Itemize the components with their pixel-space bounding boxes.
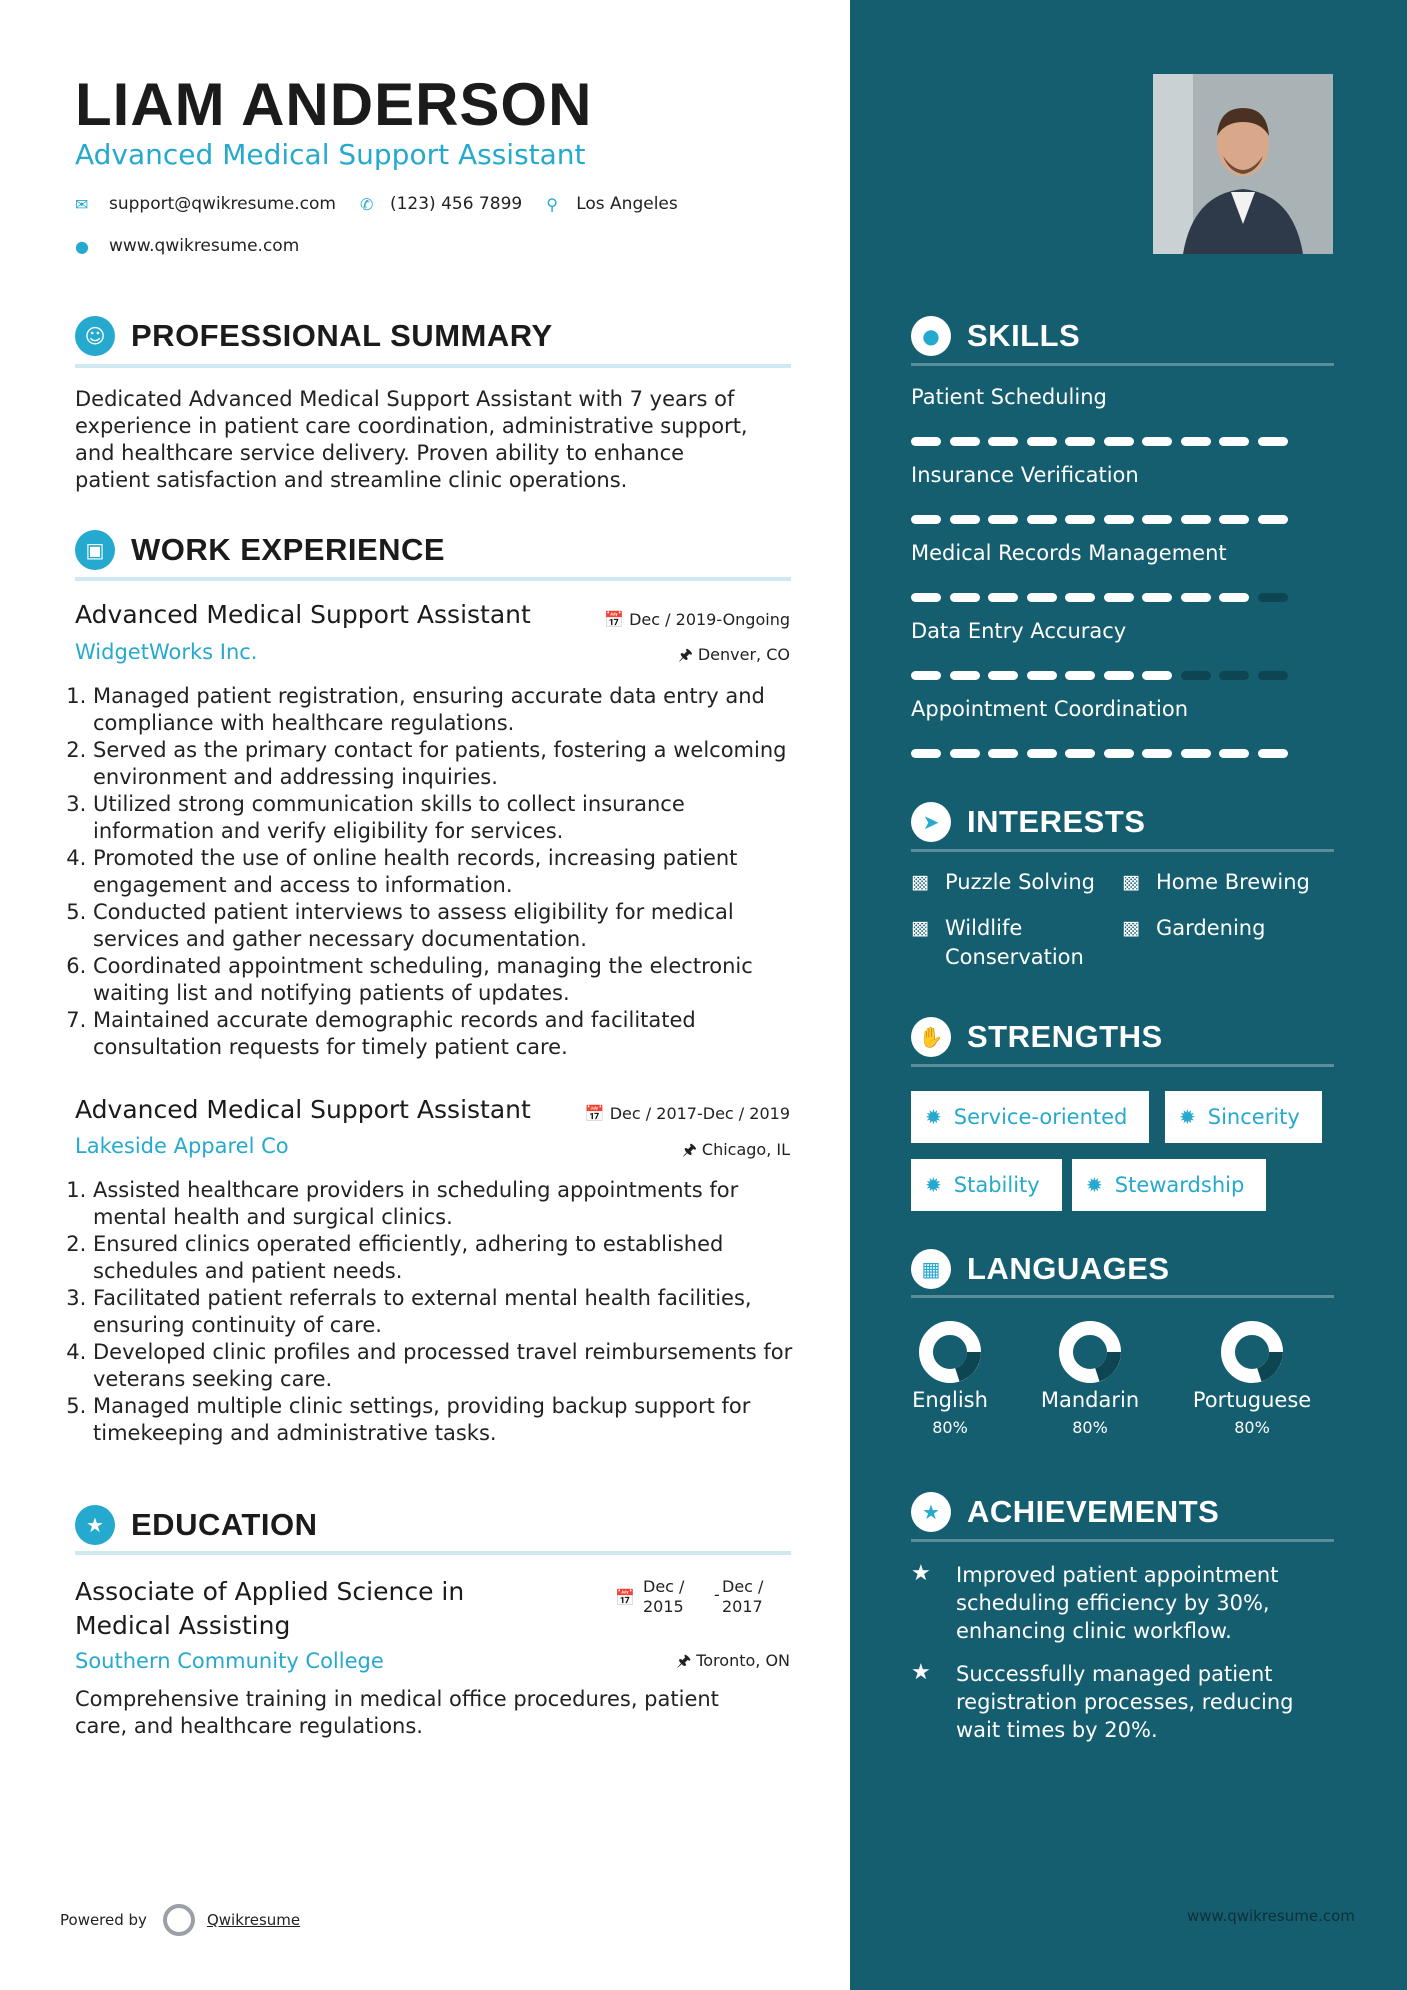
summary-divider — [75, 364, 791, 368]
skills-divider — [911, 363, 1334, 366]
list-item: 1. Assisted healthcare providers in scheduling appointments for mental health and surgical clinics. — [93, 1177, 800, 1231]
strength-label: Stewardship — [1114, 1173, 1245, 1197]
profile-photo — [1153, 74, 1333, 254]
list-item: 2. Ensured clinics operated efficiently, adhering to established schedules and patient needs. — [93, 1231, 800, 1285]
skill-dash — [1027, 437, 1057, 446]
experience-heading — [75, 530, 445, 570]
map-pin-icon: ⚲ — [546, 194, 558, 214]
strength-badge — [911, 1091, 1149, 1143]
interest-label: Home Brewing — [1156, 870, 1310, 894]
strength-label: Sincerity — [1207, 1105, 1300, 1129]
summary-heading — [75, 316, 553, 356]
book-icon: ▩ — [911, 917, 929, 939]
user-icon: ☺ — [75, 316, 115, 356]
list-item: 3. Facilitated patient referrals to external mental health facilities, ensuring continuity of care. — [93, 1285, 800, 1339]
achievement-item — [911, 1660, 1331, 1744]
skill-dash — [988, 671, 1018, 680]
shooting-star-icon: ★ — [911, 1561, 931, 1586]
education-start-month: Dec / — [643, 1577, 685, 1596]
achievement-line: wait times by 20%. — [956, 1718, 1158, 1742]
education-location-text: Toronto, ON — [696, 1651, 790, 1670]
powered-by-label: Powered by — [60, 1911, 147, 1929]
phone-icon: ✆ — [359, 194, 374, 214]
education-end-year: 2017 — [722, 1597, 763, 1616]
job-title: Advanced Medical Support Assistant — [75, 1095, 531, 1124]
skill-name: Data Entry Accuracy — [911, 619, 1127, 643]
star-badge-icon: ★ — [911, 1492, 951, 1532]
achievement-text — [956, 1561, 1331, 1645]
contact-row — [75, 194, 702, 214]
job-dates — [604, 610, 790, 629]
shooting-star-icon: ★ — [911, 1660, 931, 1685]
interest-label — [945, 914, 1084, 972]
skill-dash — [950, 749, 980, 758]
skill-name: Patient Scheduling — [911, 385, 1107, 409]
briefcase-icon: ▣ — [75, 530, 115, 570]
skill-dash — [950, 437, 980, 446]
skill-dash — [1027, 749, 1057, 758]
skill-dash — [1142, 515, 1172, 524]
skill-dash — [1027, 515, 1057, 524]
badge-star-icon: ✹ — [1179, 1105, 1196, 1129]
job-title: Advanced Medical Support Assistant — [75, 600, 531, 629]
summary-line: and healthcare service delivery. Proven ability to enhance — [75, 441, 685, 465]
achievement-line: Improved patient appointment — [956, 1563, 1279, 1587]
skill-dash — [1065, 593, 1095, 602]
education-heading — [75, 1505, 317, 1545]
achievements-heading — [911, 1492, 1219, 1532]
interest-label: Puzzle Solving — [945, 870, 1095, 894]
qwikresume-logo-icon — [163, 1904, 195, 1936]
interest-item — [911, 868, 1095, 897]
languages-heading — [911, 1249, 1170, 1289]
language-item — [1040, 1320, 1140, 1437]
skill-dash — [1258, 749, 1288, 758]
skill-dash — [1258, 593, 1288, 602]
achievement-text — [956, 1660, 1331, 1744]
list-item: 4. Developed clinic profiles and processed travel reimbursements for veterans seeking care. — [93, 1339, 800, 1393]
contact-website[interactable]: www.qwikresume.com — [109, 236, 300, 256]
date-separator: - — [714, 1585, 720, 1604]
language-percent: 80% — [1234, 1418, 1270, 1437]
list-item: 1. Managed patient registration, ensuring accurate data entry and compliance with healthcare regulations. — [93, 683, 800, 737]
summary-title: PROFESSIONAL SUMMARY — [131, 318, 553, 353]
candidate-name: LIAM ANDERSON — [75, 71, 593, 138]
interests-title: INTERESTS — [967, 804, 1146, 839]
strength-badge — [911, 1159, 1062, 1211]
hand-icon: ✋ — [911, 1017, 951, 1057]
job-location-text: Chicago, IL — [701, 1140, 790, 1159]
interests-divider — [911, 849, 1334, 852]
degree-line: Associate of Applied Science in — [75, 1577, 465, 1606]
calendar-icon: 📅 — [584, 1104, 610, 1123]
interest-item — [1122, 914, 1265, 943]
language-level-ring — [1220, 1320, 1284, 1384]
skill-dash — [911, 671, 941, 680]
languages-divider — [911, 1295, 1334, 1298]
skill-name: Medical Records Management — [911, 541, 1227, 565]
education-start-year: 2015 — [643, 1597, 684, 1616]
language-name: Mandarin — [1040, 1388, 1140, 1412]
summary-line: Dedicated Advanced Medical Support Assistant with 7 years of — [75, 387, 735, 411]
list-item: 6. Coordinated appointment scheduling, managing the electronic waiting list and notifying patients of updates. — [93, 953, 800, 1007]
skill-dash — [988, 515, 1018, 524]
experience-title: WORK EXPERIENCE — [131, 532, 446, 567]
footer-powered — [60, 1904, 300, 1936]
achievement-line: scheduling efficiency by 30%, — [956, 1591, 1270, 1615]
education-start — [643, 1577, 684, 1617]
education-desc-line: Comprehensive training in medical office procedures, patient — [75, 1687, 719, 1711]
interest-label-line: Wildlife — [945, 916, 1023, 940]
contact-phone[interactable]: (123) 456 7899 — [389, 194, 523, 214]
skill-dash — [1065, 671, 1095, 680]
skill-name: Appointment Coordination — [911, 697, 1189, 721]
interest-label: Gardening — [1156, 916, 1266, 940]
education-location — [676, 1650, 790, 1677]
degree-title — [75, 1575, 464, 1643]
list-item: 3. Utilized strong communication skills to collect insurance information and verify eligibility for services. — [93, 791, 800, 845]
skill-dash — [988, 593, 1018, 602]
strengths-divider — [911, 1064, 1334, 1067]
badge-star-icon: ✹ — [1086, 1173, 1103, 1197]
languages-title: LANGUAGES — [967, 1251, 1170, 1286]
job-location — [682, 1139, 790, 1166]
skill-dash — [1142, 593, 1172, 602]
degree-line: Medical Assisting — [75, 1611, 291, 1640]
skill-dash — [1181, 593, 1211, 602]
strengths-title: STRENGTHS — [967, 1019, 1163, 1054]
strength-label: Stability — [953, 1173, 1040, 1197]
skill-dash — [1027, 671, 1057, 680]
language-percent: 80% — [932, 1418, 968, 1437]
pin-icon: 🖈 — [676, 1651, 697, 1670]
skill-dash — [1142, 671, 1172, 680]
list-item: 5. Managed multiple clinic settings, providing backup support for timekeeping and administrative tasks. — [93, 1393, 800, 1447]
skill-dash — [1258, 671, 1288, 680]
skill-dash — [1219, 515, 1249, 524]
candidate-title: Advanced Medical Support Assistant — [75, 138, 586, 171]
graduation-icon: ★ — [75, 1505, 115, 1545]
achievement-line: Successfully managed patient — [956, 1662, 1273, 1686]
footer-site[interactable]: www.qwikresume.com — [1187, 1907, 1355, 1925]
achievements-title: ACHIEVEMENTS — [967, 1494, 1220, 1529]
skill-dash — [1219, 749, 1249, 758]
interest-item — [911, 914, 1084, 972]
skill-dash — [1258, 515, 1288, 524]
skill-dash — [1104, 515, 1134, 524]
job-duties — [75, 683, 800, 1061]
skill-dash — [1104, 593, 1134, 602]
job-location-text: Denver, CO — [697, 645, 790, 664]
language-item — [900, 1320, 1000, 1437]
book-icon: ▩ — [1122, 871, 1140, 893]
skill-dash — [950, 671, 980, 680]
skill-dash — [1219, 593, 1249, 602]
job-duties — [75, 1177, 800, 1447]
skill-dash — [1104, 437, 1134, 446]
skill-dash — [1181, 515, 1211, 524]
skill-dash — [1181, 671, 1211, 680]
skill-dash — [911, 749, 941, 758]
job-dates — [585, 1104, 790, 1123]
skills-heading — [911, 316, 1080, 356]
skill-dash — [1065, 515, 1095, 524]
education-desc-line: care, and healthcare regulations. — [75, 1714, 423, 1738]
skill-dash — [950, 515, 980, 524]
education-title: EDUCATION — [131, 1507, 318, 1542]
skill-dash — [1219, 671, 1249, 680]
summary-line: experience in patient care coordination, administrative support, — [75, 414, 748, 438]
skill-dash — [1219, 437, 1249, 446]
pin-icon: 🖈 — [677, 645, 698, 664]
skill-dash — [1181, 749, 1211, 758]
skill-dash — [950, 593, 980, 602]
strength-label: Service-oriented — [953, 1105, 1128, 1129]
skill-dash — [1104, 671, 1134, 680]
education-description — [75, 1686, 795, 1740]
language-percent: 80% — [1072, 1418, 1108, 1437]
summary-text — [75, 386, 795, 494]
language-item — [1182, 1320, 1322, 1437]
skills-title: SKILLS — [967, 318, 1081, 353]
achievement-line: registration processes, reducing — [956, 1690, 1294, 1714]
list-item: 7. Maintained accurate demographic records and facilitated consultation requests for timely patient care. — [93, 1007, 800, 1061]
skill-dash — [1065, 749, 1095, 758]
globe-icon: ● — [75, 236, 89, 256]
language-name: Portuguese — [1192, 1388, 1312, 1412]
brand-link[interactable]: Qwikresume — [206, 1911, 301, 1929]
contact-location: Los Angeles — [576, 194, 678, 214]
list-item: 4. Promoted the use of online health records, increasing patient engagement and access to information. — [93, 845, 800, 899]
book-icon: ▩ — [911, 871, 929, 893]
skill-dash — [1142, 437, 1172, 446]
skill-dash — [988, 749, 1018, 758]
experience-divider — [75, 577, 791, 581]
job-company: Lakeside Apparel Co — [75, 1134, 289, 1158]
strengths-heading — [911, 1017, 1163, 1057]
list-item: 5. Conducted patient interviews to assess eligibility for medical services and gather necessary documentation. — [93, 899, 800, 953]
job-location — [678, 644, 790, 671]
strength-badge — [1165, 1091, 1322, 1143]
badge-star-icon: ✹ — [925, 1173, 942, 1197]
language-level-ring — [1058, 1320, 1122, 1384]
achievements-divider — [911, 1539, 1334, 1542]
job-dates-text: Dec / 2019-Ongoing — [629, 610, 790, 629]
education-end — [722, 1577, 763, 1617]
skill-name: Insurance Verification — [911, 463, 1139, 487]
paper-plane-icon: ➤ — [911, 802, 951, 842]
summary-line: patient satisfaction and streamline clinic operations. — [75, 468, 628, 492]
achievement-item — [911, 1561, 1331, 1645]
skill-dash — [1027, 593, 1057, 602]
education-end-month: Dec / — [722, 1577, 764, 1596]
education-divider — [75, 1551, 791, 1555]
skill-dash — [911, 593, 941, 602]
skill-dash — [1104, 749, 1134, 758]
envelope-icon: ✉ — [75, 194, 89, 214]
interests-heading — [911, 802, 1145, 842]
language-card-icon: ▦ — [911, 1249, 951, 1289]
calendar-icon: 📅 — [615, 1588, 635, 1607]
language-level-ring — [918, 1320, 982, 1384]
skill-dash — [911, 515, 941, 524]
skill-dash — [1142, 749, 1172, 758]
book-icon: ▩ — [1122, 917, 1140, 939]
skill-dash — [911, 437, 941, 446]
calendar-icon: 📅 — [604, 610, 630, 629]
skill-dash — [988, 437, 1018, 446]
lightbulb-icon: ● — [911, 316, 951, 356]
list-item: 2. Served as the primary contact for patients, fostering a welcoming environment and addressing inquiries. — [93, 737, 800, 791]
job-company: WidgetWorks Inc. — [75, 640, 258, 664]
badge-star-icon: ✹ — [925, 1105, 942, 1129]
skill-dash — [1181, 437, 1211, 446]
contact-row-2 — [75, 236, 323, 256]
person-photo-icon — [1153, 74, 1333, 254]
interest-label-line: Conservation — [945, 945, 1084, 969]
strength-badge — [1072, 1159, 1266, 1211]
achievement-line: enhancing clinic workflow. — [956, 1619, 1232, 1643]
school-name: Southern Community College — [75, 1649, 384, 1673]
interest-item — [1122, 868, 1310, 897]
job-dates-text: Dec / 2017-Dec / 2019 — [609, 1104, 790, 1123]
skill-dash — [1065, 437, 1095, 446]
language-name: English — [912, 1388, 988, 1412]
contact-email[interactable]: support@qwikresume.com — [109, 194, 336, 214]
pin-icon: 🖈 — [682, 1140, 702, 1159]
skill-dash — [1258, 437, 1288, 446]
